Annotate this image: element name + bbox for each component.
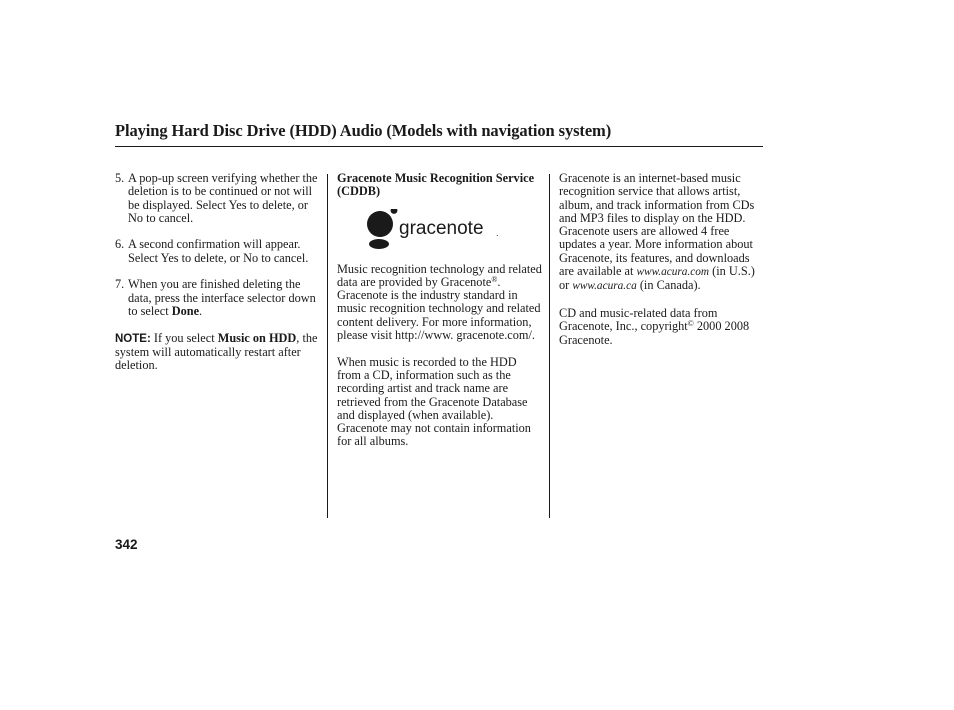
logo-wordmark: gracenote xyxy=(399,217,484,239)
list-item: 6. A second confirmation will appear. Select Yes to delete, or No to cancel. xyxy=(115,237,309,265)
list-item-text: A second confirmation will appear. Select Yes to delete, or No to cancel. xyxy=(128,237,309,265)
logo-dot xyxy=(391,209,398,214)
acura-ca-link: www.acura.ca xyxy=(572,280,637,293)
logo-base xyxy=(369,239,389,249)
registered-mark: ® xyxy=(491,274,498,284)
gracenote-logo xyxy=(365,209,505,253)
logo-mark: . xyxy=(496,227,499,238)
page-number: 342 xyxy=(115,537,138,552)
acura-com-link: www.acura.com xyxy=(636,266,710,279)
section-heading: Gracenote Music Recognition Service (CDDB) xyxy=(337,171,535,199)
column-divider-1 xyxy=(327,174,328,518)
list-item: 5. A pop-up screen verifying whether the deletion is to be continued or not will be displayed. Select Yes to delete, or No to cancel. xyxy=(115,171,318,225)
list-item: 7. When you are finished deleting the data, press the interface selector down to select Done. xyxy=(115,277,316,318)
paragraph: Gracenote is an internet-based music recognition service that allows artist, album, and track information from CDs and MP3 files to display on the HDD. Gracenote users are allowed 4 free updates a year. More information about Gracenote, its features, and downloads are available at www.acura.com (in U.S.) or www.acura.ca (in Canada). xyxy=(559,171,755,293)
column-divider-2 xyxy=(549,174,550,518)
logo-head xyxy=(367,211,393,237)
list-item-text: A pop-up screen verifying whether the deletion is to be continued or not will be displayed. Select Yes to delete, or No to cancel. xyxy=(128,171,318,225)
paragraph: When music is recorded to the HDD from a CD, information such as the recording artist and track name are retrieved from the Gracenote Database and displayed (when available). Gracenote may not contain information for all albums. xyxy=(337,354,531,449)
column-2 xyxy=(337,172,543,462)
column-3 xyxy=(559,172,764,360)
paragraph: Music recognition technology and related data are provided by Gracenote®. Gracenote is the industry standard in music recognition technology and related content delivery. For more information, please visit http://www. gracenote.com/. xyxy=(337,261,542,343)
title-rule xyxy=(115,146,763,147)
list-item-text: When you are finished deleting the data, press the interface selector down to select xyxy=(128,277,316,318)
page-title: Playing Hard Disc Drive (HDD) Audio (Models with navigation system) xyxy=(115,121,612,140)
copyright-mark: © xyxy=(687,319,694,329)
note-label: NOTE: xyxy=(115,332,151,345)
note: NOTE: If you select Music on HDD, the system will automatically restart after deletion. xyxy=(115,330,318,373)
done-label: Done xyxy=(171,303,200,318)
column-1 xyxy=(115,172,323,386)
paragraph: CD and music-related data from Gracenote, Inc., copyright© 2000 2008 Gracenote. xyxy=(559,305,750,347)
music-on-hdd-label: Music on HDD xyxy=(217,330,297,345)
